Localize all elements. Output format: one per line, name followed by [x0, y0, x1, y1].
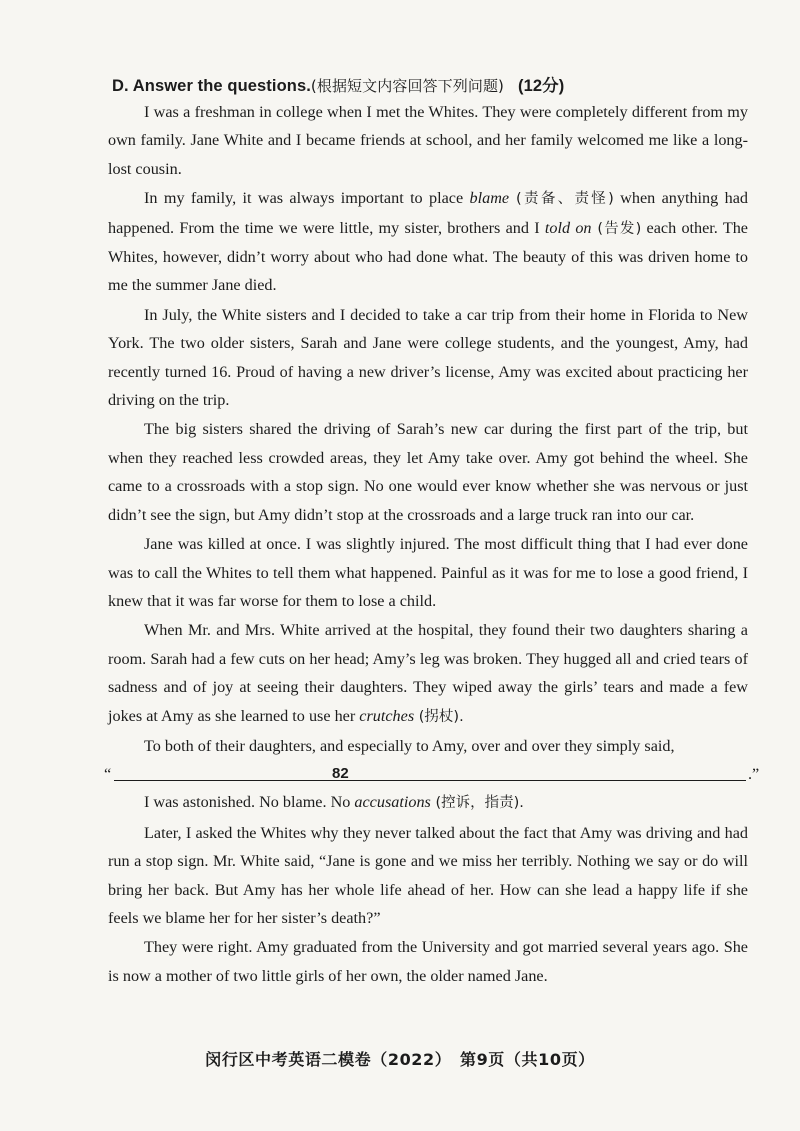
- blank-underline: [114, 780, 746, 781]
- passage: [104, 98, 760, 990]
- gloss-blame: (责备、责怪): [509, 191, 614, 208]
- close-quote: .”: [748, 765, 760, 784]
- vocab-crutches: crutches: [359, 706, 415, 725]
- paragraph-2-text-c: each other. The Whites, however, didn’t worry about who had done what. The beauty of this was driven home to me the summer Jane died.: [108, 218, 748, 295]
- section-heading: [112, 72, 564, 96]
- paragraph-6-text: When Mr. and Mrs. White arrived at the hospital, they found their two daughters sharing a room. Sarah had a few cuts on her head; Amy’s leg was broken. They hugged all and cried tears of sadness and of joy at seeing their daughters. They wiped away the girls’ tears and made a few jokes at Amy as she learned to use her: [108, 621, 748, 725]
- answer-blank-82[interactable]: [104, 760, 760, 788]
- paragraph-3: In July, the White sisters and I decided to take a car trip from their home in Florida to New York. The two older sisters, Sarah and Jane were college students, and the youngest, Amy, had recently turned 16. Proud of having a new driver’s license, Amy was excited about practicing her driving on the trip.: [108, 305, 748, 410]
- paragraph-7: To both of their daughters, and especially to Amy, over and over they simply said,: [144, 736, 675, 755]
- paragraph-10: They were right. Amy graduated from the University and got married several years ago. She is now a mother of two little girls of her own, the older named Jane.: [108, 938, 748, 985]
- paragraph-5: Jane was killed at once. I was slightly injured. The most difficult thing that I had ever done was to call the Whites to tell them what happened. Painful as it was for me to lose a good friend, I knew that it was far worse for them to lose a child.: [108, 535, 748, 610]
- section-label: D. Answer the questions.: [112, 77, 311, 95]
- paragraph-2-text-b: when anything had happened. From the time we were little, my sister, brothers and I: [108, 189, 748, 237]
- paragraph-8: [108, 788, 748, 817]
- gloss-accusations: (控诉，指责).: [430, 795, 524, 812]
- paragraph-1: I was a freshman in college when I met the Whites. They were completely different from my own family. Jane White and I became friends at school, and her family welcomed me like a long-lost cousin.: [108, 103, 748, 178]
- vocab-blame: blame: [469, 189, 510, 208]
- question-number: 82: [332, 765, 349, 783]
- paragraph-9: Later, I asked the Whites why they never talked about the fact that Amy was driving and had run a stop sign. Mr. White said, “Jane is gone and we miss her terribly. Nothing we say or do will bring her back. But Amy has her whole life ahead of her. How can she lead a happy life if she feels we blame her for her sister’s death?”: [108, 823, 748, 927]
- vocab-accusations: accusations: [354, 793, 431, 812]
- section-instruction: (根据短文内容回答下列问题): [310, 77, 505, 95]
- paragraph-8-text: I was astonished. No blame. No: [144, 793, 355, 812]
- paragraph-4: The big sisters shared the driving of Sarah’s new car during the first part of the trip, but when they reached less crowded areas, they let Amy take over. Amy got behind the wheel. She came to a crossroads with a stop sign. No one would ever know whether she was nervous or just didn’t see the sign, but Amy didn’t stop at the crossroads and a large truck ran into our car.: [108, 420, 748, 524]
- vocab-told-on: told on: [544, 218, 592, 237]
- paragraph-2-text-a: In my family, it was always important to place: [144, 189, 470, 208]
- gloss-crutches: (拐杖).: [414, 708, 464, 725]
- paragraph-2: [108, 184, 748, 300]
- section-points: (12分): [518, 77, 565, 95]
- gloss-told-on: (告发): [591, 220, 642, 237]
- page-footer: 闵行区中考英语二模卷（2022） 第9页（共10页）: [205, 1050, 595, 1069]
- open-quote: “: [104, 765, 112, 784]
- paragraph-6: [108, 616, 748, 731]
